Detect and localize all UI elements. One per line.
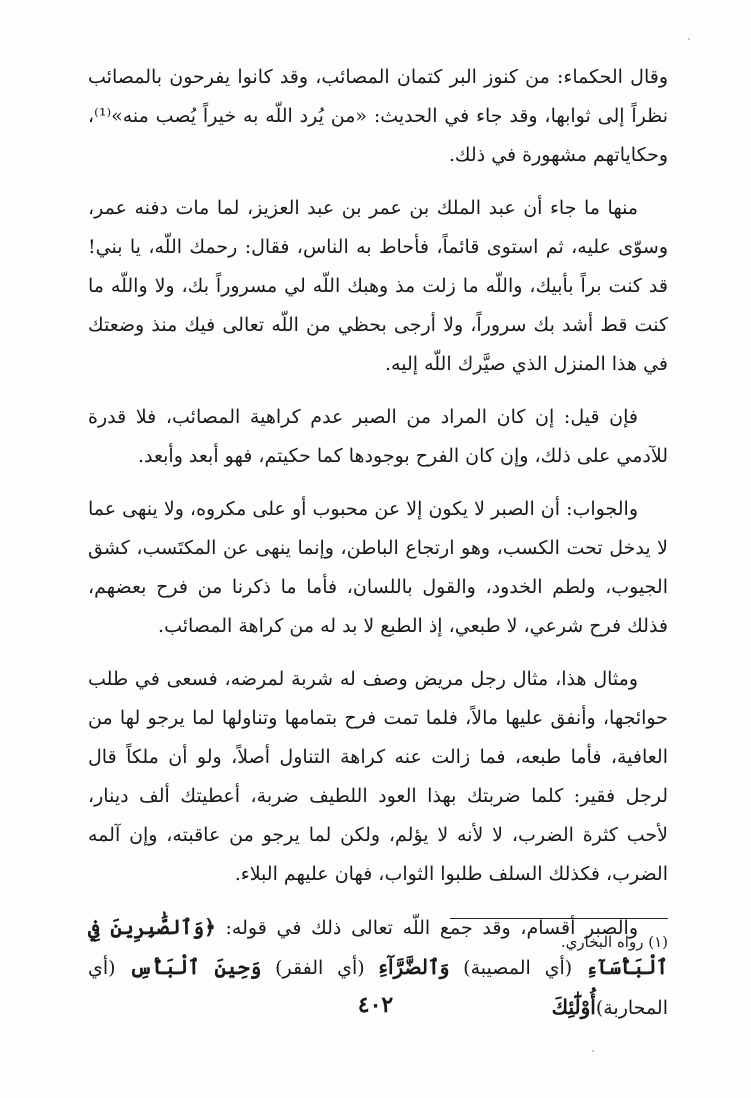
paper-speck [688, 38, 690, 40]
quran-verse-part-4: أُوْلَٰٓئِكَ [551, 995, 596, 1019]
main-text [88, 58, 668, 1028]
gloss-2: (أي الفقر) [261, 957, 379, 979]
paragraph-6-intro: والصبر أقسام، وقد جمع اللّه تعالى ذلك في قوله: [215, 917, 638, 939]
gloss-3: (أي المحاربة) [88, 957, 668, 1019]
paper-speck [592, 1050, 594, 1052]
footnote-divider [450, 918, 668, 919]
gloss-1: (أي المصيبة) [449, 957, 586, 979]
page-number: ٤٠٢ [357, 992, 394, 1018]
quran-verse-part-2: وَٱلضَّرَّآءِ [378, 955, 450, 979]
paragraph-5: ومثال هذا، مثال رجل مريض وصف له شربة لمرضه، فسعى في طلب حوائجها، وأنفق عليها مالاً، فلما تمت فرح بتمامها وتناولها لما يرجو لها من العافية، فأما طبعه، فما زالت عنه كراهة التناول أصلاً، ولو أن ملكاً قال لرجل فقير: كلما ضربتك بهذا العود اللطيف ضربة، أعطيتك ألف دينار، لأحب كثرة الضرب، لا لأنه لا يؤلم، ولكن لما يرجو من عاقبته، وإن آلمه الضرب، فكذلك السلف طلبوا الثواب، فهان عليهم البلاء. [88, 668, 668, 885]
quran-verse-part-3: وَحِينَ ٱلْبَأْسِ [129, 955, 262, 979]
paragraph-4: والجواب: أن الصبر لا يكون إلا عن محبوب أو على مكروه، ولا ينهى عما لا يدخل تحت الكسب، وهو ارتجاع الباطن، وإنما ينهى عن المكتَسب، كشق الجيوب، ولطم الخدود، والقول باللسان، فأما ما ذكرنا من فرح بعضهم، فذلك فرح شرعي، لا طبعي، إذ الطبع لا بد له من كراهة المصائب. [88, 498, 668, 637]
paragraph-3: فإن قيل: إن كان المراد من الصبر عدم كراهية المصائب، فلا قدرة للآدمي على ذلك، وإن كان الفرح بوجودها كما حكيتم، فهو أبعد وأبعد. [88, 406, 668, 467]
paragraph-1: وقال الحكماء: من كنوز البر كتمان المصائب، وقد كانوا يفرحون بالمصائب نظراً إلى ثوابها، وقد جاء في الحديث: «من يُرد اللّه به خيراً يُصب منه»⁽¹⁾، وحكاياتهم مشهورة في ذلك. [88, 66, 668, 166]
paragraph-2: منها ما جاء أن عبد الملك بن عمر بن عبد العزيز، لما مات دفنه عمر، وسوّى عليه، ثم استوى قائماً، فأحاط به الناس، فقال: رحمك اللّه، يا بني! قد كنت براً بأبيك، واللّه ما زلت مذ وهبك اللّه لي مسروراً بك، ولا واللّه ما كنت قط أشد بك سروراً، ولا أرجى بحظي من اللّه تعالى فيك منذ وضعتك في هذا المنزل الذي صيَّرك اللّه إليه. [88, 197, 668, 375]
footnote: (١) رواه البخاري. [560, 933, 668, 951]
quran-verse-part-1: ﴿وَٱلصَّٰبِرِينَ فِي ٱلْبَأْسَآءِ [88, 915, 669, 979]
